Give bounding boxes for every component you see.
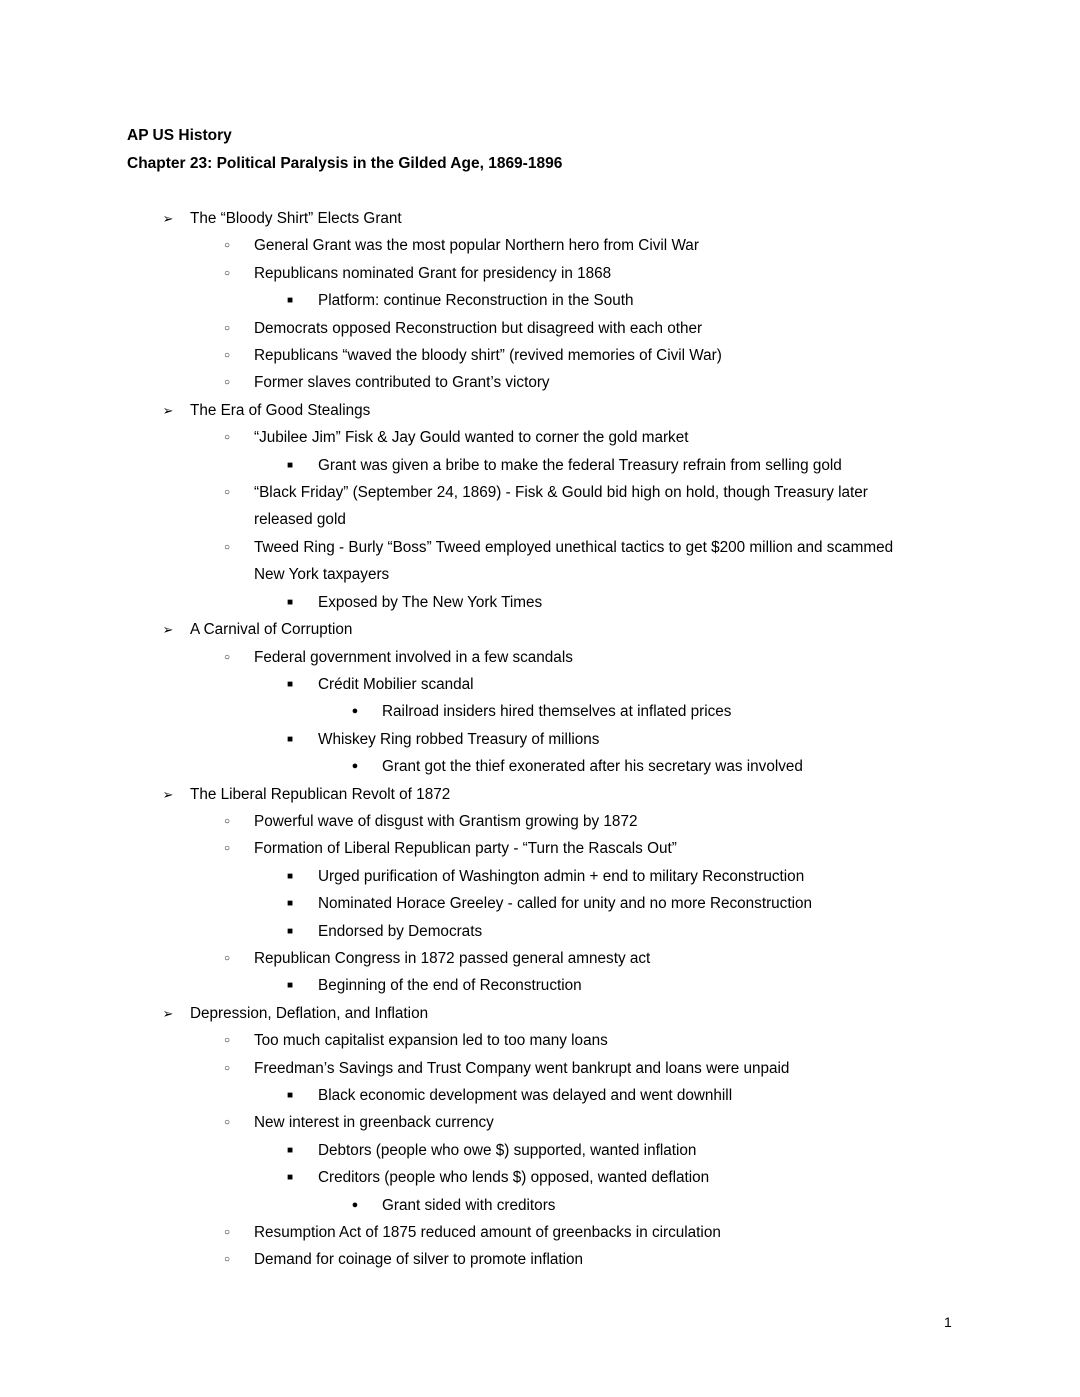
outline-item-level-2 bbox=[0, 835, 1080, 862]
bullet-icon: ○ bbox=[223, 240, 231, 252]
outline-item-text: Grant sided with creditors bbox=[382, 1196, 556, 1214]
outline-item-text: Tweed Ring - Burly “Boss” Tweed employed unethical tactics to get $200 million and scammed New York taxpayers bbox=[254, 538, 894, 584]
outline-item-level-3 bbox=[0, 452, 1080, 479]
outline-item-text: General Grant was the most popular Northern hero from Civil War bbox=[254, 237, 699, 255]
bullet-icon: ■ bbox=[286, 870, 294, 882]
bullet-icon: ● bbox=[351, 1198, 359, 1211]
bullet-icon: ■ bbox=[286, 898, 294, 910]
outline-item-level-3 bbox=[0, 1082, 1080, 1109]
outline-item-text: Federal government involved in a few scandals bbox=[254, 648, 573, 666]
outline-item-text: The “Bloody Shirt” Elects Grant bbox=[190, 210, 402, 227]
bullet-icon: ○ bbox=[223, 952, 231, 964]
outline-item-level-2 bbox=[0, 479, 1080, 534]
chapter-title: Chapter 23: Political Paralysis in the Gilded Age, 1869-1896 bbox=[127, 155, 563, 172]
outline-item-text: Debtors (people who owe $) supported, wanted inflation bbox=[318, 1141, 697, 1159]
outline-item-text: Grant was given a bribe to make the federal Treasury refrain from selling gold bbox=[318, 456, 842, 474]
outline-item-text: Platform: continue Reconstruction in the South bbox=[318, 292, 634, 310]
outline-item-text: Republicans “waved the bloody shirt” (revived memories of Civil War) bbox=[254, 347, 722, 365]
outline-item-level-3 bbox=[0, 287, 1080, 314]
outline-item-level-3 bbox=[0, 863, 1080, 890]
outline-item-text: The Era of Good Stealings bbox=[190, 401, 371, 419]
outline-item-level-2 bbox=[0, 644, 1080, 671]
outline-item-text: Freedman’s Savings and Trust Company went bankrupt and loans were unpaid bbox=[254, 1059, 790, 1077]
outline-item-level-3 bbox=[0, 589, 1080, 616]
outline-item-level-2 bbox=[0, 534, 1080, 589]
bullet-icon: ➢ bbox=[162, 786, 174, 802]
bullet-icon: ● bbox=[351, 760, 359, 773]
page-number: 1 bbox=[944, 1314, 952, 1330]
outline-item-text: A Carnival of Corruption bbox=[190, 621, 353, 639]
bullet-icon: ➢ bbox=[162, 622, 174, 638]
outline-item-level-2 bbox=[0, 232, 1080, 259]
outline-item-text: Nominated Horace Greeley - called for unity and no more Reconstruction bbox=[318, 895, 812, 913]
outline-item-text: Powerful wave of disgust with Grantism growing by 1872 bbox=[254, 812, 638, 830]
outline-item-level-2 bbox=[0, 1109, 1080, 1136]
bullet-icon: ● bbox=[351, 705, 359, 718]
outline-item-text: Endorsed by Democrats bbox=[318, 922, 483, 940]
outline-item-level-2 bbox=[0, 369, 1080, 396]
outline-item-text: Crédit Mobilier scandal bbox=[318, 675, 474, 693]
bullet-icon: ■ bbox=[286, 925, 294, 937]
outline-item-level-2 bbox=[0, 945, 1080, 972]
bullet-icon: ➢ bbox=[162, 402, 174, 418]
outline-item-text: The Liberal Republican Revolt of 1872 bbox=[190, 785, 451, 803]
outline-item-text: Republicans nominated Grant for presidency in 1868 bbox=[254, 264, 612, 282]
bullet-icon: ○ bbox=[223, 1117, 231, 1129]
bullet-icon: ○ bbox=[223, 651, 231, 663]
outline-item-text: Whiskey Ring robbed Treasury of millions bbox=[318, 730, 600, 748]
outline-item-level-2 bbox=[0, 1055, 1080, 1082]
outline-item-level-2 bbox=[0, 1027, 1080, 1054]
bullet-icon: ○ bbox=[223, 815, 231, 827]
bullet-icon: ○ bbox=[223, 843, 231, 855]
outline-item-text: Urged purification of Washington admin + end to military Reconstruction bbox=[318, 867, 805, 885]
outline-item-text: New interest in greenback currency bbox=[254, 1114, 494, 1132]
bullet-icon: ○ bbox=[223, 267, 231, 279]
bullet-icon: ○ bbox=[223, 377, 231, 389]
bullet-icon: ○ bbox=[223, 541, 231, 553]
outline-item-level-2 bbox=[0, 342, 1080, 369]
bullet-icon: ○ bbox=[223, 350, 231, 362]
outline-item-text: Exposed by The New York Times bbox=[318, 593, 543, 611]
bullet-icon: ■ bbox=[286, 1172, 294, 1184]
outline-item-text: Former slaves contributed to Grant’s victory bbox=[254, 374, 550, 392]
outline-item-level-1 bbox=[0, 1000, 1080, 1027]
bullet-icon: ○ bbox=[223, 1062, 231, 1074]
bullet-icon: ■ bbox=[286, 1090, 294, 1101]
bullet-icon: ■ bbox=[286, 1144, 294, 1156]
outline-item-text: “Jubilee Jim” Fisk & Jay Gould wanted to corner the gold market bbox=[254, 429, 689, 447]
outline-item-level-2 bbox=[0, 424, 1080, 451]
bullet-icon: ○ bbox=[223, 1035, 231, 1047]
outline-item-level-2 bbox=[0, 1246, 1080, 1273]
bullet-icon: ■ bbox=[286, 596, 294, 608]
outline-item-level-3 bbox=[0, 671, 1080, 698]
bullet-icon: ■ bbox=[286, 980, 294, 992]
bullet-icon: ■ bbox=[286, 459, 294, 471]
outline-item-text: Black economic development was delayed and went downhill bbox=[318, 1087, 733, 1104]
bullet-icon: ■ bbox=[286, 678, 294, 690]
outline-item-level-1 bbox=[0, 781, 1080, 808]
outline-item-level-3 bbox=[0, 1137, 1080, 1164]
outline-item-text: Republican Congress in 1872 passed general amnesty act bbox=[254, 949, 651, 967]
bullet-icon: ○ bbox=[223, 487, 231, 499]
outline-list bbox=[0, 205, 1080, 1274]
outline-item-text: “Black Friday” (September 24, 1869) - Fisk & Gould bid high on hold, though Treasury later released gold bbox=[254, 484, 868, 529]
bullet-icon: ○ bbox=[223, 1227, 231, 1239]
outline-item-text: Too much capitalist expansion led to too many loans bbox=[254, 1032, 608, 1050]
outline-item-text: Resumption Act of 1875 reduced amount of greenbacks in circulation bbox=[254, 1224, 721, 1242]
bullet-icon: ➢ bbox=[162, 211, 174, 226]
outline-item-level-1 bbox=[0, 205, 1080, 232]
bullet-icon: ○ bbox=[223, 432, 231, 444]
outline-item-text: Grant got the thief exonerated after his secretary was involved bbox=[382, 758, 803, 776]
outline-item-text: Democrats opposed Reconstruction but disagreed with each other bbox=[254, 319, 703, 337]
outline-item-text: Creditors (people who lends $) opposed, wanted deflation bbox=[318, 1169, 710, 1187]
outline-item-level-3 bbox=[0, 918, 1080, 945]
bullet-icon: ○ bbox=[223, 322, 231, 334]
bullet-icon: ○ bbox=[223, 1254, 231, 1266]
outline-item-level-3 bbox=[0, 890, 1080, 917]
outline-item-level-1 bbox=[0, 616, 1080, 643]
outline-item-level-4 bbox=[0, 753, 1080, 780]
outline-item-level-3 bbox=[0, 1164, 1080, 1191]
outline-item-level-1 bbox=[0, 397, 1080, 424]
outline-item-level-2 bbox=[0, 315, 1080, 342]
bullet-icon: ■ bbox=[286, 295, 294, 307]
outline-item-level-4 bbox=[0, 1192, 1080, 1219]
outline-item-text: Railroad insiders hired themselves at inflated prices bbox=[382, 703, 732, 721]
outline-item-level-2 bbox=[0, 1219, 1080, 1246]
bullet-icon: ■ bbox=[286, 733, 294, 745]
outline-item-text: Depression, Deflation, and Inflation bbox=[190, 1004, 429, 1022]
outline-item-level-4 bbox=[0, 698, 1080, 725]
outline-item-level-3 bbox=[0, 972, 1080, 999]
outline-item-text: Demand for coinage of silver to promote inflation bbox=[254, 1251, 584, 1269]
bullet-icon: ➢ bbox=[162, 1005, 174, 1021]
outline-item-level-2 bbox=[0, 260, 1080, 287]
outline-item-level-3 bbox=[0, 726, 1080, 753]
outline-item-level-2 bbox=[0, 808, 1080, 835]
course-title: AP US History bbox=[127, 127, 232, 144]
outline-item-text: Formation of Liberal Republican party - “Turn the Rascals Out” bbox=[254, 840, 677, 858]
outline-item-text: Beginning of the end of Reconstruction bbox=[318, 977, 582, 995]
